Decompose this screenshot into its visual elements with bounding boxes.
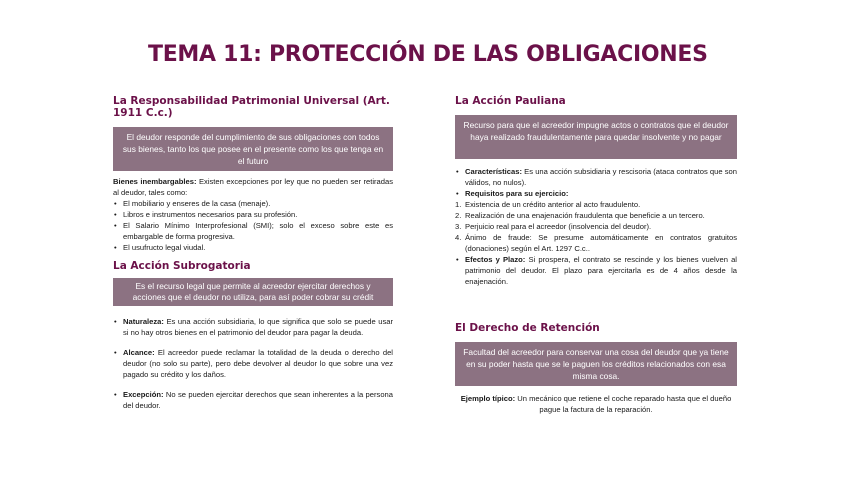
item-text: Es una acción subsidiaria y rescisoria (ataca contratos que son válidos, no nulos). [465,167,737,187]
definition-box: Es el recurso legal que permite al acreedor ejercitar derechos y acciones que el deudor no utiliza, para así poder cobrar su crédit [113,278,393,306]
efectos-list [455,254,737,287]
list-item [455,232,737,254]
list-item: • Libros e instrumentos necesarios para su profesión. [113,209,393,220]
list-item [455,199,737,210]
list-item [455,221,737,232]
item-label: Excepción: [123,390,164,399]
section-responsabilidad [113,95,393,253]
bienes-text: Existen excepciones por ley que no pueden ser retiradas al deudor, tales como: [113,177,394,197]
ejemplo-label: Ejemplo típico: [460,394,516,403]
list-item: • El usufructo legal viudal. [113,242,393,253]
item-label: Alcance: [123,348,155,357]
list-item [455,210,737,221]
item-text: Realización de una enajenación fraudulenta que beneficie a un tercero. [465,211,705,220]
item-text: Si prospera, el contrato se rescinde y los bienes vuelven al patrimonio del deudor. El plazo para ejercitarla es de 4 años desde la enajenación. [465,255,737,286]
list-item [113,316,393,338]
item-text: Ánimo de fraude: Se presume automáticamente en contratos gratuitos (donaciones) según el Art. 1297 C.c.. [465,233,737,253]
item-label: Requisitos para su ejercicio: [465,189,569,198]
item-text: Existencia de un crédito anterior al acto fraudulento. [465,200,641,209]
item-text: Es una acción subsidiaria, lo que significa que solo se puede usar si no hay otros bienes en el patrimonio del deudor para pagar la deuda. [123,317,393,337]
item-number: 1. [455,200,462,209]
list-item [455,254,737,287]
section-heading: La Acción Subrogatoria [113,260,251,272]
list-item [455,166,737,188]
definition-box: Facultad del acreedor para conservar una cosa del deudor que ya tiene en su poder hasta que se le paguen los créditos relacionados con esa misma cosa. [455,342,737,386]
section-subrogatoria [113,260,393,411]
list-item: • El mobiliario y enseres de la casa (menaje). [113,198,393,209]
ejemplo-text: Un mecánico que retiene el coche reparado hasta que el dueño pague la factura de la reparación. [515,394,732,414]
section-retencion [455,322,737,415]
item-text: No se pueden ejercitar derechos que sean inherentes a la persona del deudor. [123,390,393,410]
ejemplo-paragraph [455,393,737,415]
item-label: Características: [465,167,522,176]
requisitos-list [455,199,737,254]
item-text: El acreedor puede reclamar la totalidad de la deuda o derecho del deudor (no solo su parte), pero debe devolver al deudor lo que sobre una vez pagado su crédito y los daños. [123,348,393,379]
item-number: 3. [455,222,462,231]
subrogatoria-list [113,316,393,411]
pauliana-list [455,166,737,199]
item-text: Perjuicio real para el acreedor (insolvencia del deudor). [465,222,652,231]
bienes-label: Bienes inembargables: [113,177,197,186]
list-item [455,188,737,199]
item-label: Naturaleza: [123,317,164,326]
section-pauliana [455,95,737,287]
bienes-paragraph [113,176,393,198]
item-number: 4. [455,233,462,242]
item-label: Efectos y Plazo: [465,255,526,264]
page-title: TEMA 11: PROTECCIÓN DE LAS OBLIGACIONES [148,42,708,67]
list-item [113,347,393,380]
bienes-list [113,198,393,253]
section-heading: La Responsabilidad Patrimonial Universal (Art. 1911 C.c.) [113,95,390,119]
section-heading: La Acción Pauliana [455,95,566,107]
list-item [113,389,393,411]
list-item: • El Salario Mínimo Interprofesional (SMI); solo el exceso sobre este es embargable de forma progresiva. [113,220,393,242]
definition-box: Recurso para que el acreedor impugne actos o contratos que el deudor haya realizado fraudulentamente para quedar insolvente y no pagar [455,115,737,159]
item-number: 2. [455,211,462,220]
definition-box: El deudor responde del cumplimiento de sus obligaciones con todos sus bienes, tanto los que posee en el presente como los que tenga en el futuro [113,127,393,171]
section-heading: El Derecho de Retención [455,322,600,334]
